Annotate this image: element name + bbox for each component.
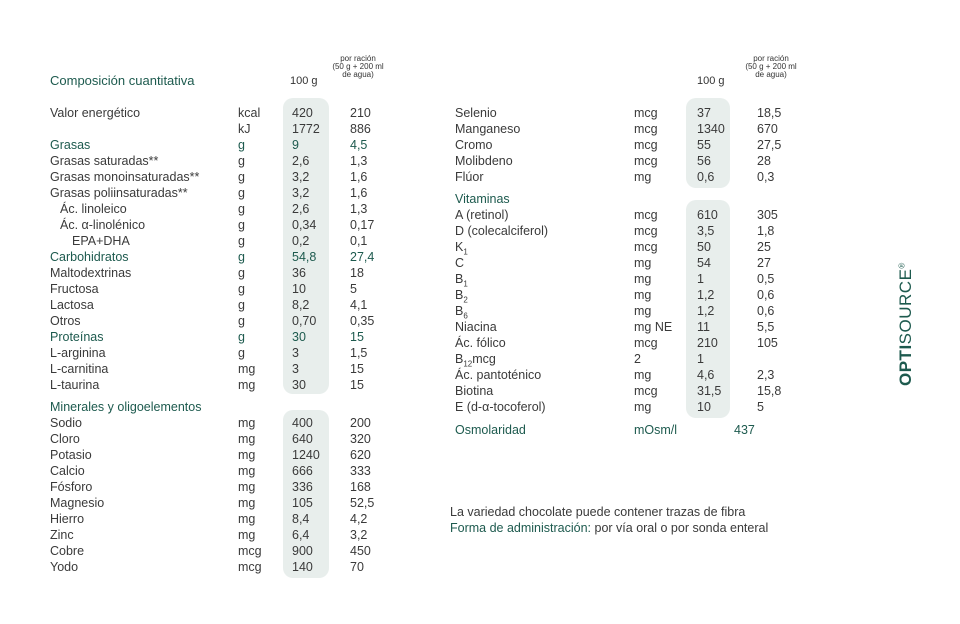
unit: mg NE bbox=[634, 320, 673, 334]
value-portion: 5 bbox=[757, 400, 764, 414]
value-portion: 27,5 bbox=[757, 138, 782, 152]
value-100g: 3 bbox=[292, 362, 299, 376]
unit: g bbox=[238, 266, 245, 280]
nutrient-name: Manganeso bbox=[455, 122, 521, 136]
unit: g bbox=[238, 234, 245, 248]
value-portion: 2,3 bbox=[757, 368, 775, 382]
osmolarity-label: Osmolaridad bbox=[455, 423, 526, 437]
osmolarity-unit: mOsm/l bbox=[634, 423, 678, 437]
nutrient-name: Grasas monoinsaturadas** bbox=[50, 170, 200, 184]
table-row bbox=[0, 207, 900, 223]
value-100g: 0,70 bbox=[292, 314, 317, 328]
nutrient-name: Flúor bbox=[455, 170, 484, 184]
value-portion: 15 bbox=[350, 362, 364, 376]
unit: mcg bbox=[634, 240, 658, 254]
table-row bbox=[0, 447, 460, 463]
value-100g: 400 bbox=[292, 416, 313, 430]
value-100g: 30 bbox=[292, 330, 306, 344]
value-portion: 0,6 bbox=[757, 288, 775, 302]
value-100g: 50 bbox=[697, 240, 711, 254]
nutrient-name: Calcio bbox=[50, 464, 85, 478]
value-portion: 1,5 bbox=[350, 346, 368, 360]
table-row bbox=[0, 137, 900, 153]
nutrient-name: Cromo bbox=[455, 138, 493, 152]
vitamins-title: Vitaminas bbox=[455, 192, 510, 206]
unit: mcg bbox=[634, 154, 658, 168]
value-100g: 3,5 bbox=[697, 224, 715, 238]
nutrient-name: Magnesio bbox=[50, 496, 105, 510]
nutrient-name: $B_{12}mcg$ bbox=[455, 352, 496, 369]
table-row bbox=[0, 255, 900, 271]
value-portion: 0,6 bbox=[757, 304, 775, 318]
unit: mg bbox=[634, 400, 652, 414]
value-portion: 200 bbox=[350, 416, 371, 430]
value-portion: 25 bbox=[757, 240, 771, 254]
nutrient-name: Niacina bbox=[455, 320, 497, 334]
value-portion: 52,5 bbox=[350, 496, 375, 510]
value-portion: 0,1 bbox=[350, 234, 368, 248]
table-row bbox=[0, 527, 460, 543]
value-100g: 2,6 bbox=[292, 202, 310, 216]
col-header-portion: por ración (50 g + 200 ml de agua) bbox=[332, 54, 384, 79]
table-row bbox=[0, 383, 900, 399]
value-portion: 27 bbox=[757, 256, 771, 270]
table-row bbox=[0, 169, 900, 185]
value-100g: 3,2 bbox=[292, 186, 310, 200]
value-100g: 1772 bbox=[292, 122, 320, 136]
value-portion: 27,4 bbox=[350, 250, 375, 264]
value-portion: 15 bbox=[350, 330, 364, 344]
table-row bbox=[0, 223, 900, 239]
table-row bbox=[0, 185, 460, 201]
value-portion: 70 bbox=[350, 560, 364, 574]
value-portion: 1,3 bbox=[350, 202, 368, 216]
value-portion: 0,35 bbox=[350, 314, 375, 328]
value-portion: 0,3 bbox=[757, 170, 775, 184]
value-100g: 336 bbox=[292, 480, 313, 494]
table-row bbox=[0, 399, 900, 415]
value-100g: 10 bbox=[292, 282, 306, 296]
minerals-title: Minerales y oligoelementos bbox=[50, 400, 202, 414]
unit: mcg bbox=[238, 560, 262, 574]
unit: 2 bbox=[634, 352, 641, 366]
brand-logo: OPTISOURCE® bbox=[896, 262, 915, 386]
unit: mg bbox=[238, 448, 256, 462]
value-100g: 1,2 bbox=[697, 304, 715, 318]
unit: g bbox=[238, 298, 245, 312]
unit: mg bbox=[634, 304, 652, 318]
nutrient-name: Proteínas bbox=[50, 330, 104, 344]
value-100g: 0,34 bbox=[292, 218, 317, 232]
nutrient-name: Hierro bbox=[50, 512, 85, 526]
table-row bbox=[0, 105, 900, 121]
unit: mg bbox=[238, 480, 256, 494]
table-row bbox=[0, 367, 900, 383]
value-portion: 0,5 bbox=[757, 272, 775, 286]
unit: g bbox=[238, 170, 245, 184]
unit: g bbox=[238, 154, 245, 168]
unit: mcg bbox=[634, 208, 658, 222]
value-100g: 36 bbox=[292, 266, 306, 280]
nutrient-suffix: mcg bbox=[472, 352, 496, 366]
unit: g bbox=[238, 138, 245, 152]
table-row bbox=[0, 287, 900, 303]
nutrient-name: L-arginina bbox=[50, 346, 106, 360]
value-100g: 666 bbox=[292, 464, 313, 478]
table-row bbox=[0, 335, 900, 351]
value-portion: 1,6 bbox=[350, 170, 368, 184]
value-portion: 670 bbox=[757, 122, 778, 136]
value-100g: 1340 bbox=[697, 122, 725, 136]
nutrient-name: A (retinol) bbox=[455, 208, 509, 222]
table-row bbox=[0, 479, 460, 495]
unit: mcg bbox=[238, 544, 262, 558]
osmolarity-row bbox=[0, 422, 900, 438]
value-portion: 333 bbox=[350, 464, 371, 478]
unit: mg bbox=[238, 378, 256, 392]
nutrient-name: Valor energético bbox=[50, 106, 141, 120]
value-100g: 6,4 bbox=[292, 528, 310, 542]
nutrient-name: Cobre bbox=[50, 544, 85, 558]
value-portion: 15 bbox=[350, 378, 364, 392]
value-100g: 610 bbox=[697, 208, 718, 222]
nutrient-subscript: 1 bbox=[463, 279, 468, 289]
nutrient-name: C bbox=[455, 256, 465, 270]
nutrient-name: Ác. fólico bbox=[455, 336, 506, 350]
value-100g: 640 bbox=[292, 432, 313, 446]
value-portion: 0,17 bbox=[350, 218, 375, 232]
unit: g bbox=[238, 250, 245, 264]
value-portion: 620 bbox=[350, 448, 371, 462]
value-100g: 8,4 bbox=[292, 512, 310, 526]
nutrient-name: Otros bbox=[50, 314, 81, 328]
value-100g: 0,2 bbox=[292, 234, 310, 248]
unit: mg bbox=[238, 362, 256, 376]
value-portion: 105 bbox=[757, 336, 778, 350]
unit: mcg bbox=[634, 384, 658, 398]
value-100g: 37 bbox=[697, 106, 711, 120]
nutrient-name: Cloro bbox=[50, 432, 80, 446]
col-header-100g: 100 g bbox=[290, 75, 318, 87]
value-100g: 8,2 bbox=[292, 298, 310, 312]
table-row bbox=[0, 463, 460, 479]
unit: mg bbox=[634, 288, 652, 302]
unit: g bbox=[238, 202, 245, 216]
unit: mg bbox=[238, 496, 256, 510]
value-portion: 4,5 bbox=[350, 138, 368, 152]
value-portion: 4,1 bbox=[350, 298, 368, 312]
unit: mg bbox=[238, 464, 256, 478]
unit: mcg bbox=[634, 138, 658, 152]
nutrient-name: Ác. pantoténico bbox=[455, 368, 542, 382]
unit: mg bbox=[238, 432, 256, 446]
table-row bbox=[0, 543, 460, 559]
nutrient-subscript: 12 bbox=[463, 359, 473, 369]
table-row bbox=[0, 511, 460, 527]
unit: kJ bbox=[238, 122, 251, 136]
nutrient-name: $B_2$ bbox=[455, 288, 468, 305]
nutrient-name: Fructosa bbox=[50, 282, 99, 296]
unit: mcg bbox=[634, 224, 658, 238]
value-100g: 31,5 bbox=[697, 384, 722, 398]
value-100g: 55 bbox=[697, 138, 711, 152]
nutrient-name: L-carnitina bbox=[50, 362, 109, 376]
administration-line bbox=[450, 520, 768, 536]
value-portion: 1,8 bbox=[757, 224, 775, 238]
value-100g: 9 bbox=[292, 138, 299, 152]
unit: mcg bbox=[634, 336, 658, 350]
footer-note bbox=[450, 504, 768, 536]
value-portion: 320 bbox=[350, 432, 371, 446]
administration-label: Forma de administración: bbox=[450, 521, 592, 535]
nutrient-name: E (d-α-tocoferol) bbox=[455, 400, 546, 414]
value-100g: 54 bbox=[697, 256, 711, 270]
table-row bbox=[0, 351, 900, 367]
unit: mcg bbox=[634, 106, 658, 120]
value-portion: 168 bbox=[350, 480, 371, 494]
value-100g: 1 bbox=[697, 352, 704, 366]
nutrient-subscript: 1 bbox=[463, 247, 468, 257]
value-100g: 420 bbox=[292, 106, 313, 120]
value-100g: 11 bbox=[697, 320, 710, 334]
osmolarity-value: 437 bbox=[734, 423, 755, 437]
unit: g bbox=[238, 330, 245, 344]
nutrient-name: Grasas saturadas** bbox=[50, 154, 159, 168]
unit: mg bbox=[238, 416, 256, 430]
value-100g: 210 bbox=[697, 336, 718, 350]
nutrient-name: Selenio bbox=[455, 106, 497, 120]
value-100g: 4,6 bbox=[697, 368, 715, 382]
nutrient-name: EPA+DHA bbox=[72, 234, 130, 248]
unit: mg bbox=[634, 272, 652, 286]
nutrient-name: Biotina bbox=[455, 384, 494, 398]
table-row bbox=[0, 121, 900, 137]
value-100g: 54,8 bbox=[292, 250, 317, 264]
table-row bbox=[0, 319, 900, 335]
nutrient-name: Maltodextrinas bbox=[50, 266, 132, 280]
nutrient-name: Zinc bbox=[50, 528, 74, 542]
value-portion: 5,5 bbox=[757, 320, 775, 334]
nutrient-name: Carbohidratos bbox=[50, 250, 129, 264]
table-row bbox=[0, 495, 460, 511]
table-row bbox=[0, 271, 900, 287]
value-100g: 0,6 bbox=[697, 170, 715, 184]
value-100g: 1240 bbox=[292, 448, 320, 462]
value-100g: 140 bbox=[292, 560, 313, 574]
table-title: Composición cuantitativa bbox=[50, 73, 195, 88]
value-portion: 18,5 bbox=[757, 106, 782, 120]
trace-note: La variedad chocolate puede contener trazas de fibra bbox=[450, 505, 746, 519]
value-portion: 886 bbox=[350, 122, 371, 136]
value-portion: 305 bbox=[757, 208, 778, 222]
unit: mg bbox=[238, 528, 256, 542]
table-row bbox=[0, 559, 460, 575]
value-100g: 3 bbox=[292, 346, 299, 360]
nutrient-name: $B_6$ bbox=[455, 304, 468, 321]
nutrient-subscript: 2 bbox=[463, 295, 468, 305]
value-100g: 10 bbox=[697, 400, 711, 414]
table-row bbox=[0, 303, 900, 319]
col-header-portion-right: por ración (50 g + 200 ml de agua) bbox=[745, 54, 797, 79]
nutrient-subscript: 6 bbox=[463, 311, 468, 321]
nutrient-name: Grasas bbox=[50, 138, 91, 152]
nutrient-name: D (colecalciferol) bbox=[455, 224, 549, 238]
unit: kcal bbox=[238, 106, 261, 120]
nutrient-name: Ác. linoleico bbox=[60, 202, 127, 216]
unit: mg bbox=[238, 512, 256, 526]
nutrient-name: $K_1$ bbox=[455, 240, 468, 257]
nutrient-name: Grasas poliinsaturadas** bbox=[50, 186, 188, 200]
value-portion: 18 bbox=[350, 266, 364, 280]
nutrient-name: Sodio bbox=[50, 416, 82, 430]
value-portion: 1,6 bbox=[350, 186, 368, 200]
nutrient-name: Yodo bbox=[50, 560, 79, 574]
value-portion: 450 bbox=[350, 544, 371, 558]
nutrient-name: Lactosa bbox=[50, 298, 94, 312]
value-100g: 105 bbox=[292, 496, 313, 510]
value-100g: 1,2 bbox=[697, 288, 715, 302]
unit: g bbox=[238, 282, 245, 296]
unit: g bbox=[238, 346, 245, 360]
nutrient-name: $B_1$ bbox=[455, 272, 468, 289]
value-portion: 1,3 bbox=[350, 154, 368, 168]
unit: g bbox=[238, 186, 245, 200]
value-100g: 56 bbox=[697, 154, 711, 168]
unit: g bbox=[238, 218, 245, 232]
value-portion: 5 bbox=[350, 282, 357, 296]
value-portion: 15,8 bbox=[757, 384, 782, 398]
value-100g: 3,2 bbox=[292, 170, 310, 184]
nutrient-name: Ác. α-linolénico bbox=[60, 218, 146, 232]
unit: g bbox=[238, 314, 245, 328]
value-100g: 2,6 bbox=[292, 154, 310, 168]
administration-value: por vía oral o por sonda enteral bbox=[591, 521, 769, 535]
nutrient-name: L-taurina bbox=[50, 378, 100, 392]
value-portion: 210 bbox=[350, 106, 371, 120]
nutrient-name: Potasio bbox=[50, 448, 92, 462]
value-100g: 30 bbox=[292, 378, 306, 392]
col-header-100g-right: 100 g bbox=[697, 75, 725, 87]
value-portion: 28 bbox=[757, 154, 771, 168]
value-portion: 3,2 bbox=[350, 528, 368, 542]
value-100g: 1 bbox=[697, 272, 704, 286]
nutrient-name: Fósforo bbox=[50, 480, 93, 494]
value-portion: 4,2 bbox=[350, 512, 368, 526]
value-100g: 900 bbox=[292, 544, 313, 558]
unit: mg bbox=[634, 368, 652, 382]
table-row bbox=[0, 239, 900, 255]
nutrient-name: Molibdeno bbox=[455, 154, 513, 168]
unit: mg bbox=[634, 170, 652, 184]
unit: mcg bbox=[634, 122, 658, 136]
table-row bbox=[0, 153, 900, 169]
unit: mg bbox=[634, 256, 652, 270]
